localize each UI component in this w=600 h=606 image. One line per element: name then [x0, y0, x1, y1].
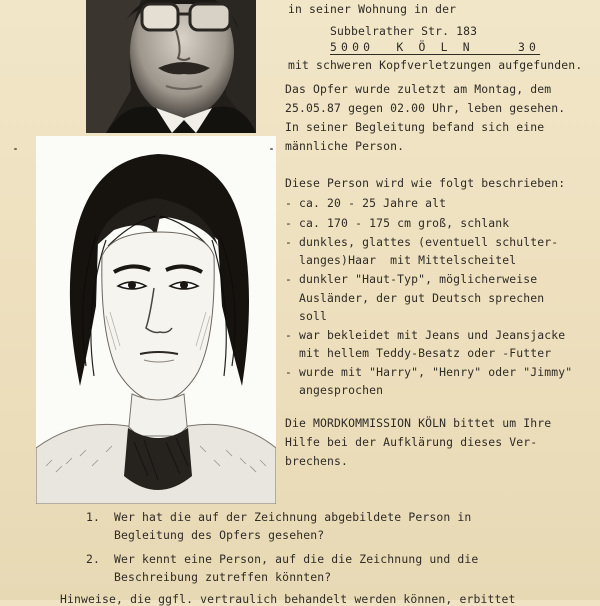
last-seen-line-4: männliche Person.: [285, 139, 405, 153]
description-item: langes)Haar mit Mittelscheitel: [285, 253, 517, 267]
address-line-4: mit schweren Kopfverletzungen aufgefunden.: [288, 58, 583, 72]
question-number: 1.: [86, 510, 101, 524]
description-item: soll: [285, 309, 328, 323]
question-number: 2.: [86, 552, 101, 566]
description-intro: Diese Person wird wie folgt beschrieben:: [285, 176, 566, 190]
suspect-composite-sketch: [36, 136, 276, 504]
address-street: Subbelrather Str. 183: [330, 24, 478, 38]
last-seen-line-2: 25.05.87 gegen 02.00 Uhr, leben gesehen.: [285, 101, 566, 115]
description-item: - dunkles, glattes (eventuell schulter-: [285, 235, 559, 249]
suspect-sketch-image: [36, 136, 276, 504]
footer-partial-text: Hinweise, die ggfl. vertraulich behandelt werden können, erbittet: [60, 592, 516, 606]
paper-mark: [270, 148, 273, 150]
description-item: angesprochen: [285, 383, 384, 397]
description-item: Ausländer, der gut Deutsch sprechen: [285, 291, 545, 305]
appeal-line-2: Hilfe bei der Aufklärung dieses Ver-: [285, 435, 538, 449]
description-item: - ca. 20 - 25 Jahre alt: [285, 196, 447, 210]
appeal-line-3: brechens.: [285, 454, 349, 468]
address-city: 5000 K Ö L N 30: [330, 40, 541, 54]
last-seen-line-3: In seiner Begleitung befand sich eine: [285, 120, 545, 134]
description-item: mit hellem Teddy-Besatz oder -Futter: [285, 346, 552, 360]
victim-photo-image: [86, 0, 256, 133]
victim-photo: [86, 0, 256, 133]
description-item: - wurde mit "Harry", "Henry" oder "Jimmy": [285, 365, 573, 379]
question-text: Wer kennt eine Person, auf die die Zeichnung und die: [114, 552, 479, 566]
paper-mark: [14, 148, 17, 150]
question-text: Begleitung des Opfers gesehen?: [114, 528, 325, 542]
description-item: - war bekleidet mit Jeans und Jeansjacke: [285, 328, 566, 342]
question-text: Wer hat die auf der Zeichnung abgebildete Person in: [114, 510, 472, 524]
description-item: - ca. 170 - 175 cm groß, schlank: [285, 216, 510, 230]
question-text: Beschreibung zutreffen könnten?: [114, 570, 332, 584]
description-item: - dunkler "Haut-Typ", möglicherweise: [285, 272, 538, 286]
last-seen-line-1: Das Opfer wurde zuletzt am Montag, dem: [285, 82, 552, 96]
address-line-1: in seiner Wohnung in der: [288, 2, 457, 16]
appeal-line-1: Die MORDKOMMISSION KÖLN bittet um Ihre: [285, 416, 552, 430]
